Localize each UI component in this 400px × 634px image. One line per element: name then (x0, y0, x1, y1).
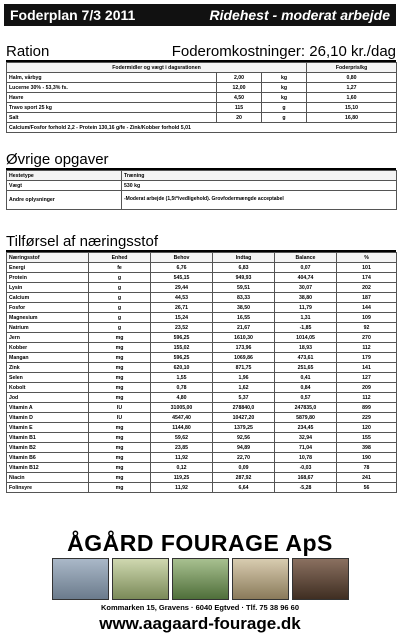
nutrient-percent: 229 (337, 413, 397, 423)
plan-title: Foderplan 7/3 2011 (10, 7, 136, 23)
nutrient-percent: 109 (337, 313, 397, 323)
nutrient-need: 29,44 (151, 283, 213, 293)
nutrient-percent: 209 (337, 383, 397, 393)
table-row (7, 333, 397, 343)
nutrient-unit: IU (89, 413, 151, 423)
nutrient-name: Vitamin B2 (7, 443, 89, 453)
nutrient-percent: 78 (337, 463, 397, 473)
nutrient-balance: 1,31 (275, 313, 337, 323)
photo-horse (292, 558, 349, 600)
nutrient-intake: 94,89 (213, 443, 275, 453)
nutrient-unit: fe (89, 263, 151, 273)
nutrient-unit: mg (89, 483, 151, 493)
table-row (7, 353, 397, 363)
nutrient-need: 545,15 (151, 273, 213, 283)
nutrient-need: 0,78 (151, 383, 213, 393)
nutrient-intake: 6,83 (213, 263, 275, 273)
table-row (7, 303, 397, 313)
table-row (7, 73, 397, 83)
other-section (6, 152, 396, 210)
nutrient-balance: 0,57 (275, 393, 337, 403)
table-row (7, 191, 397, 210)
col-feed: Fodermidler og vægt i dagsrationen (7, 63, 307, 73)
feed-amount: 12,00 (217, 83, 262, 93)
table-row (7, 403, 397, 413)
nutrient-name: Magnesium (7, 313, 89, 323)
nutrient-need: 59,62 (151, 433, 213, 443)
nutrient-unit: g (89, 273, 151, 283)
table-row (7, 263, 397, 273)
table-row (7, 83, 397, 93)
nutrient-percent: 92 (337, 323, 397, 333)
nutrient-percent: 241 (337, 473, 397, 483)
nutrient-section (6, 234, 396, 493)
company-website: www.aagaard-fourage.dk (99, 614, 301, 633)
nutrient-need: 11,92 (151, 483, 213, 493)
feed-amount: 2,00 (217, 73, 262, 83)
nutrient-name: Jod (7, 393, 89, 403)
nutrient-unit: mg (89, 433, 151, 443)
nutrient-unit: g (89, 293, 151, 303)
table-row (7, 123, 397, 133)
nutrient-name: Natrium (7, 323, 89, 333)
nutrient-intake: 5,37 (213, 393, 275, 403)
nutrient-name: Vitamin D (7, 413, 89, 423)
info-label: Andre oplysninger (7, 191, 122, 210)
nutrient-percent: 120 (337, 423, 397, 433)
nutrient-intake: 278840,0 (213, 403, 275, 413)
nutrient-intake: 1379,25 (213, 423, 275, 433)
nutrient-percent: 155 (337, 433, 397, 443)
nutrient-balance: -1,85 (275, 323, 337, 333)
nutrient-percent: 141 (337, 363, 397, 373)
table-row (7, 181, 397, 191)
nutrient-need: 119,25 (151, 473, 213, 483)
nutrient-percent: 112 (337, 393, 397, 403)
nutrient-intake: 16,55 (213, 313, 275, 323)
col-training: Træning (122, 171, 397, 181)
nutrient-name: Kobolt (7, 383, 89, 393)
other-table (6, 170, 397, 210)
table-row (7, 443, 397, 453)
nutrient-balance: 10,78 (275, 453, 337, 463)
col-need: Behov (151, 253, 213, 263)
nutrient-balance: 404,74 (275, 273, 337, 283)
nutrient-percent: 174 (337, 273, 397, 283)
nutrient-intake: 22,70 (213, 453, 275, 463)
nutrient-percent: 144 (337, 303, 397, 313)
nutrient-balance: 18,93 (275, 343, 337, 353)
col-unit: Enhed (89, 253, 151, 263)
nutrient-need: 6,76 (151, 263, 213, 273)
nutrient-name: Protein (7, 273, 89, 283)
table-row (7, 313, 397, 323)
table-row (7, 463, 397, 473)
table-row (7, 113, 397, 123)
nutrient-name: Energi (7, 263, 89, 273)
nutrient-intake: 949,93 (213, 273, 275, 283)
nutrient-intake: 1610,30 (213, 333, 275, 343)
nutrient-balance: 0,84 (275, 383, 337, 393)
nutrient-intake: 871,75 (213, 363, 275, 373)
nutrient-unit: IU (89, 403, 151, 413)
other-header (6, 152, 396, 170)
nutrient-percent: 101 (337, 263, 397, 273)
nutrient-name: Lysin (7, 283, 89, 293)
plan-subtitle: Ridehest - moderat arbejde (209, 7, 390, 23)
nutrient-name: Jern (7, 333, 89, 343)
feed-price: 1,60 (307, 93, 397, 103)
nutrient-need: 596,25 (151, 333, 213, 343)
table-row (7, 433, 397, 443)
nutrient-intake: 10427,20 (213, 413, 275, 423)
ration-heading: Ration (6, 43, 50, 60)
table-row (7, 413, 397, 423)
nutrient-percent: 112 (337, 343, 397, 353)
nutrient-percent: 202 (337, 283, 397, 293)
nutrient-unit: mg (89, 353, 151, 363)
table-row (7, 283, 397, 293)
nutrient-unit: mg (89, 393, 151, 403)
nutrient-intake: 92,56 (213, 433, 275, 443)
nutrient-unit: mg (89, 363, 151, 373)
col-horse-type: Hestetype (7, 171, 122, 181)
feed-name: Halm, vårbyg (7, 73, 217, 83)
nutrient-percent: 899 (337, 403, 397, 413)
photo-bales (52, 558, 109, 600)
table-row (7, 323, 397, 333)
table-row (7, 473, 397, 483)
table-row (7, 93, 397, 103)
nutrient-percent: 56 (337, 483, 397, 493)
nutrient-need: 44,53 (151, 293, 213, 303)
table-row (7, 363, 397, 373)
nutrient-table (6, 252, 397, 493)
nutrient-unit: g (89, 313, 151, 323)
nutrient-need: 1,55 (151, 373, 213, 383)
company-name: ÅGÅRD FOURAGE ApS (67, 530, 333, 556)
feed-unit: kg (262, 93, 307, 103)
nutrient-balance: 1014,05 (275, 333, 337, 343)
table-row (7, 373, 397, 383)
feed-price: 1,27 (307, 83, 397, 93)
table-row (7, 103, 397, 113)
company-logo (0, 530, 400, 634)
nutrient-need: 620,10 (151, 363, 213, 373)
photo-field (112, 558, 169, 600)
nutrient-unit: g (89, 283, 151, 293)
nutrient-unit: g (89, 323, 151, 333)
nutrient-balance: 168,67 (275, 473, 337, 483)
col-balance: Balance (275, 253, 337, 263)
nutrient-name: Vitamin A (7, 403, 89, 413)
nutrient-name: Fosfor (7, 303, 89, 313)
nutrient-unit: mg (89, 453, 151, 463)
nutrient-unit: mg (89, 373, 151, 383)
nutrient-name: Vitamin B12 (7, 463, 89, 473)
ration-header (6, 44, 396, 62)
nutrient-balance: 247835,0 (275, 403, 337, 413)
feed-unit: kg (262, 83, 307, 93)
nutrient-balance: -5,28 (275, 483, 337, 493)
nutrient-intake: 21,67 (213, 323, 275, 333)
feed-amount: 4,50 (217, 93, 262, 103)
nutrient-name: Vitamin B6 (7, 453, 89, 463)
nutrient-need: 11,92 (151, 453, 213, 463)
table-row (7, 393, 397, 403)
feed-unit: g (262, 103, 307, 113)
table-row (7, 343, 397, 353)
ration-section (6, 44, 396, 133)
nutrient-intake: 6,64 (213, 483, 275, 493)
other-heading: Øvrige opgaver (6, 151, 109, 168)
nutrient-balance: 0,41 (275, 373, 337, 383)
feed-unit: g (262, 113, 307, 123)
nutrient-intake: 287,92 (213, 473, 275, 483)
nutrient-balance: 71,04 (275, 443, 337, 453)
nutrient-balance: 30,07 (275, 283, 337, 293)
nutrient-unit: mg (89, 383, 151, 393)
nutrient-balance: 38,80 (275, 293, 337, 303)
nutrient-percent: 398 (337, 443, 397, 453)
ration-table (6, 62, 397, 133)
nutrient-unit: mg (89, 423, 151, 433)
nutrient-need: 4547,40 (151, 413, 213, 423)
nutrient-header (6, 234, 396, 252)
nutrient-intake: 0,09 (213, 463, 275, 473)
feed-price: 0,80 (307, 73, 397, 83)
nutrient-intake: 1069,86 (213, 353, 275, 363)
photo-warehouse (232, 558, 289, 600)
nutrient-unit: g (89, 303, 151, 313)
table-row (7, 273, 397, 283)
feed-price: 16,80 (307, 113, 397, 123)
table-row (7, 453, 397, 463)
nutrient-balance: 11,79 (275, 303, 337, 313)
nutrient-balance: 32,94 (275, 433, 337, 443)
feed-name: Havre (7, 93, 217, 103)
nutrient-intake: 83,33 (213, 293, 275, 303)
info-value: -Moderat arbejde (1,5t*/vedligehold). Grovfodermængde acceptabel (122, 191, 397, 210)
col-percent: % (337, 253, 397, 263)
nutrient-need: 23,85 (151, 443, 213, 453)
feed-amount: 115 (217, 103, 262, 113)
table-row (7, 171, 397, 181)
nutrient-need: 15,24 (151, 313, 213, 323)
nutrient-name: Vitamin B1 (7, 433, 89, 443)
nutrient-name: Calcium (7, 293, 89, 303)
nutrient-percent: 187 (337, 293, 397, 303)
nutrient-name: Zink (7, 363, 89, 373)
table-row (7, 423, 397, 433)
feed-cost: Foderomkostninger: 26,10 kr./dag (171, 43, 396, 60)
nutrient-intake: 38,50 (213, 303, 275, 313)
nutrient-need: 596,25 (151, 353, 213, 363)
nutrient-need: 1144,80 (151, 423, 213, 433)
nutrient-intake: 173,96 (213, 343, 275, 353)
nutrient-unit: mg (89, 343, 151, 353)
table-row (7, 293, 397, 303)
nutrient-name: Folinsyre (7, 483, 89, 493)
nutrient-need: 26,71 (151, 303, 213, 313)
nutrient-name: Selen (7, 373, 89, 383)
photo-tractor (172, 558, 229, 600)
feed-name: Salt (7, 113, 217, 123)
nutrient-percent: 127 (337, 373, 397, 383)
nutrient-intake: 1,62 (213, 383, 275, 393)
company-address: Kommarken 15, Gravens · 6040 Egtved · Tlf. 75 38 96 60 (100, 603, 299, 612)
feed-unit: kg (262, 73, 307, 83)
table-row (7, 483, 397, 493)
nutrient-need: 0,12 (151, 463, 213, 473)
nutrient-name: Kobber (7, 343, 89, 353)
photo-strip (0, 558, 400, 600)
nutrient-intake: 59,51 (213, 283, 275, 293)
nutrient-unit: mg (89, 463, 151, 473)
col-intake: Indtag (213, 253, 275, 263)
nutrient-balance: 473,61 (275, 353, 337, 363)
nutrient-intake: 1,96 (213, 373, 275, 383)
table-row (7, 383, 397, 393)
col-nutrient: Næringsstof (7, 253, 89, 263)
table-row (7, 63, 397, 73)
nutrient-unit: mg (89, 443, 151, 453)
nutrient-unit: mg (89, 473, 151, 483)
table-row (7, 253, 397, 263)
nutrient-name: Mangan (7, 353, 89, 363)
nutrient-balance: 251,65 (275, 363, 337, 373)
nutrient-name: Niacin (7, 473, 89, 483)
info-value: 530 kg (122, 181, 397, 191)
info-label: Vægt (7, 181, 122, 191)
title-band (4, 4, 396, 26)
nutrient-balance: 234,45 (275, 423, 337, 433)
nutrient-need: 23,52 (151, 323, 213, 333)
feed-name: Lucerne 30% - 53,3% fs. (7, 83, 217, 93)
nutrient-balance: 5879,80 (275, 413, 337, 423)
nutrient-need: 31005,00 (151, 403, 213, 413)
nutrient-percent: 179 (337, 353, 397, 363)
nutrient-need: 155,02 (151, 343, 213, 353)
nutrient-balance: -0,03 (275, 463, 337, 473)
nutrient-percent: 190 (337, 453, 397, 463)
feed-name: Travo sport 25 kg (7, 103, 217, 113)
nutrient-percent: 270 (337, 333, 397, 343)
nutrient-unit: mg (89, 333, 151, 343)
nutrient-balance: 0,07 (275, 263, 337, 273)
feed-price: 15,10 (307, 103, 397, 113)
feed-amount: 20 (217, 113, 262, 123)
ration-note: Calcium/Fosfor forhold 2,2 - Protein 130,16 g/fe - Zink/Kobber forhold 5,01 (7, 123, 397, 133)
nutrient-name: Vitamin E (7, 423, 89, 433)
nutrient-need: 4,80 (151, 393, 213, 403)
nutrient-heading: Tilførsel af næringsstof (6, 233, 158, 250)
col-price: Foderpris/kg (307, 63, 397, 73)
